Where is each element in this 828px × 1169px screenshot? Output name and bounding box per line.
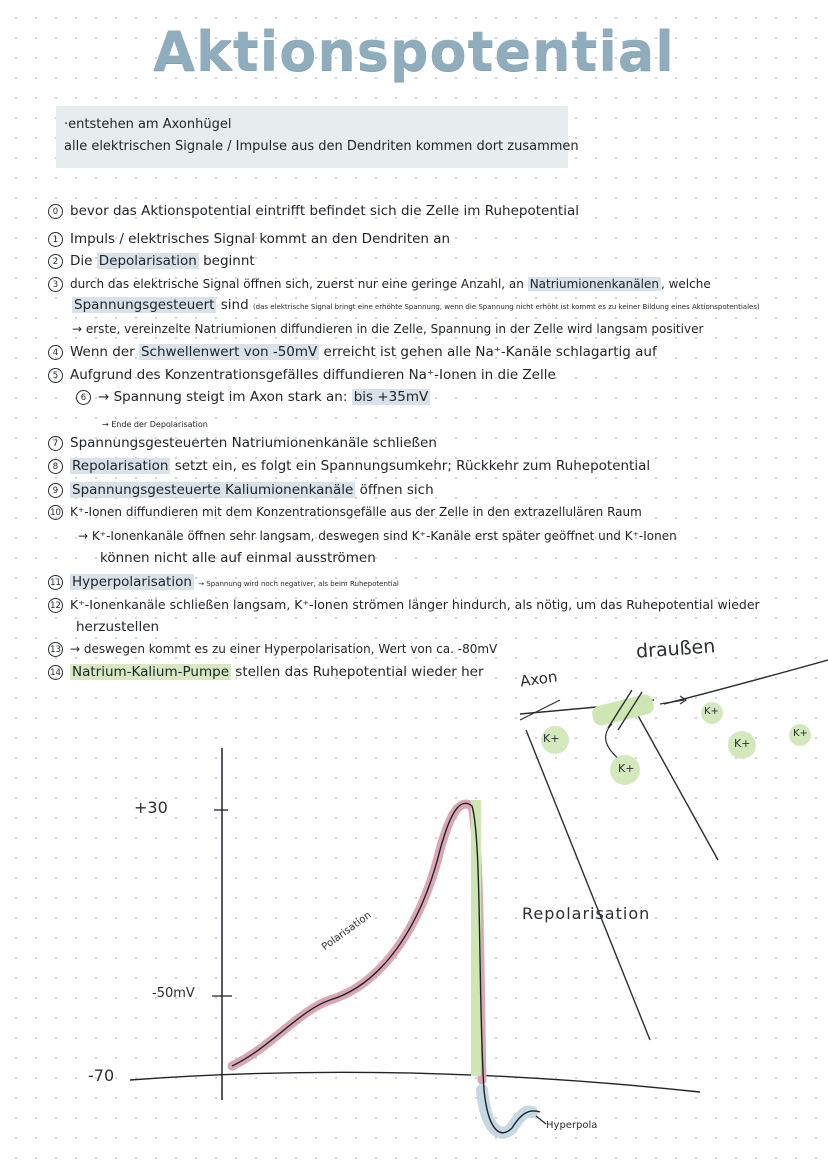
step-6: 6 → Spannung steigt im Axon stark an: bis +35mV xyxy=(76,388,430,406)
step-number: 5 xyxy=(48,368,63,383)
ion-label: K+ xyxy=(704,706,719,717)
intro-line-1: ·entstehen am Axonhügel xyxy=(64,117,232,132)
highlight: Spannungsgesteuert xyxy=(74,297,215,313)
step-3-arrow: → erste, vereinzelte Natriumionen diffundieren in die Zelle, Spannung in der Zelle wird langsam positiver xyxy=(72,322,704,336)
step-number: 8 xyxy=(48,459,63,474)
step-number: 4 xyxy=(48,345,63,360)
highlight: Natrium-Kalium-Pumpe xyxy=(72,664,229,680)
step-7: 7 Spannungsgesteuerten Natriumionenkanäle schließen xyxy=(48,434,437,452)
y-label-top: +30 xyxy=(134,798,168,817)
step-number: 9 xyxy=(48,483,63,498)
highlight: bis +35mV xyxy=(353,389,429,405)
step-number: 3 xyxy=(48,277,63,292)
hyperpolarisation-highlight xyxy=(482,1090,532,1133)
step-2: 2 Die Depolarisation beginnt xyxy=(48,252,255,270)
repolarisation-label: Repolarisation xyxy=(522,904,651,923)
step-number: 0 xyxy=(48,204,63,219)
step-number: 6 xyxy=(76,390,91,405)
step-13: 13 → deswegen kommt es zu einer Hyperpolarisation, Wert von ca. -80mV xyxy=(48,640,497,658)
hyperpol-label: Hyperpola xyxy=(546,1120,598,1131)
highlight: Natriumionenkanälen xyxy=(529,277,659,291)
y-label-mid: -50mV xyxy=(152,986,195,1001)
step-14: 14 Natrium-Kalium-Pumpe stellen das Ruhepotential wieder her xyxy=(48,663,484,681)
highlight: Hyperpolarisation xyxy=(72,574,192,590)
step-10-arrow: → K⁺-Ionenkanäle öffnen sehr langsam, deswegen sind K⁺-Kanäle erst später geöffnet und K⁺-Ionen xyxy=(78,529,677,543)
step-12-cont: herzustellen xyxy=(76,619,160,635)
step-number: 13 xyxy=(48,642,63,657)
step-3: 3 durch das elektrische Signal öffnen sich, zuerst nur eine geringe Anzahl, an Natriumionenkanälen , welche xyxy=(48,275,711,293)
step-3-cont: Spannungsgesteuert sind (das elektrische Signal bringt eine erhöhte Spannung, wenn die Spannung nicht erhöht ist kommt es zu keiner Bildung eines Aktionspotentiales) xyxy=(74,297,760,313)
polarisation-label: Polarisation xyxy=(320,909,374,953)
highlight: Depolarisation xyxy=(98,253,197,269)
outside-label: draußen xyxy=(635,635,716,663)
step-11: 11 Hyperpolarisation → Spannung wird noch negativer, als beim Ruhepotential xyxy=(48,573,399,593)
ion-label: K+ xyxy=(793,728,808,739)
rest-line xyxy=(130,1072,700,1092)
depolarisation-highlight xyxy=(232,804,482,1080)
step-5: 5 Aufgrund des Konzentrationsgefälles diffundieren Na⁺-Ionen in die Zelle xyxy=(48,366,556,384)
step-1: 1 Impuls / elektrisches Signal kommt an den Dendriten an xyxy=(48,230,450,248)
step-10: 10 K⁺-Ionen diffundieren mit dem Konzentrationsgefälle aus der Zelle in den extrazellulären Raum xyxy=(48,503,642,521)
step-number: 2 xyxy=(48,254,63,269)
ion-label: K+ xyxy=(543,732,560,745)
ion-label: K+ xyxy=(618,762,635,775)
highlight: Repolarisation xyxy=(72,458,169,474)
step-9: 9 Spannungsgesteuerte Kaliumionenkanäle öffnen sich xyxy=(48,481,434,499)
step-number: 12 xyxy=(48,598,63,613)
highlight: Spannungsgesteuerte Kaliumionenkanäle xyxy=(72,482,354,498)
ion-label: K+ xyxy=(734,737,751,750)
step-number: 14 xyxy=(48,665,63,680)
step-12: 12 K⁺-Ionenkanäle schließen langsam, K⁺-Ionen strömen länger hindurch, als nötig, um das Ruhepotential wieder xyxy=(48,596,760,614)
step-4: 4 Wenn der Schwellenwert von -50mV erreicht ist gehen alle Na⁺-Kanäle schlagartig auf xyxy=(48,343,657,361)
step-8: 8 Repolarisation setzt ein, es folgt ein Spannungsumkehr; Rückkehr zum Ruhepotential xyxy=(48,457,650,475)
page-title: Aktionspotential xyxy=(153,20,675,83)
step-number: 1 xyxy=(48,232,63,247)
y-label-bottom: -70 xyxy=(88,1066,115,1085)
step-10-cont: können nicht alle auf einmal ausströmen xyxy=(100,550,376,566)
step-number: 7 xyxy=(48,436,63,451)
intro-line-2: alle elektrischen Signale / Impulse aus den Dendriten kommen dort zusammen xyxy=(64,139,579,154)
step-number: 11 xyxy=(48,575,63,590)
highlight: Schwellenwert von -50mV xyxy=(140,344,318,360)
step-0: 0 bevor das Aktionspotential eintrifft befindet sich die Zelle im Ruhepotential xyxy=(48,202,579,220)
step-number: 10 xyxy=(48,505,63,520)
axon-label: Axon xyxy=(518,667,559,691)
step-6-note: → Ende der Depolarisation xyxy=(102,420,208,429)
